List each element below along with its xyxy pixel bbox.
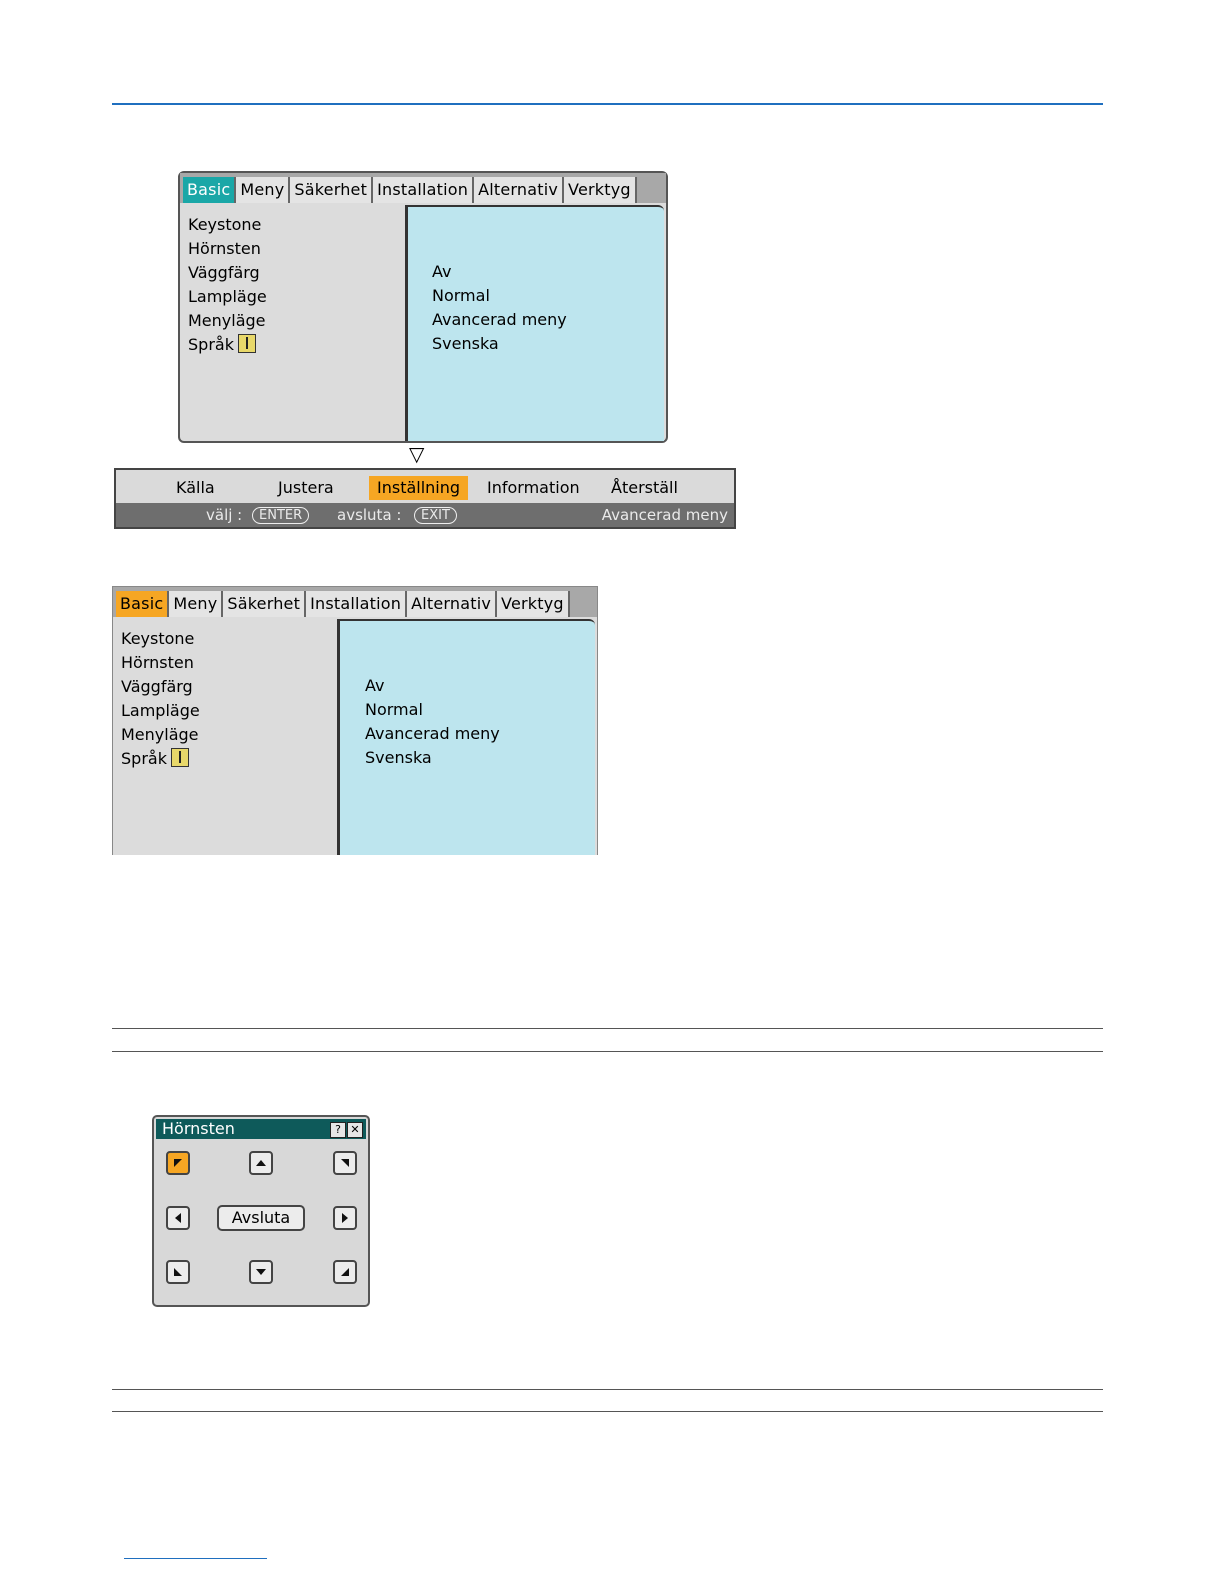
menu-item-vaggfarg[interactable]: Väggfärg [121,677,193,696]
menu-mode-label: Avancerad meny [601,506,728,524]
settings-menu-panel-selected [112,586,598,855]
tab-verktyg[interactable]: Verktyg [564,177,637,203]
tab-basic[interactable]: Basic [183,177,236,203]
tab-basic[interactable]: Basic [116,591,169,617]
section-rule [112,1389,1103,1390]
tab-sakerhet[interactable]: Säkerhet [223,591,306,617]
section-rule [112,1051,1103,1052]
arrow-top-right-icon [339,1157,351,1169]
main-menu-bar [114,468,736,529]
menu-values [365,674,500,770]
menu-tab-bar [113,587,597,617]
settings-menu-panel [178,171,668,443]
tab-sakerhet[interactable]: Säkerhet [290,177,373,203]
value-vaggfarg[interactable]: Av [432,262,452,281]
value-sprak[interactable]: Svenska [365,748,432,767]
arrow-up-icon [255,1157,267,1169]
menu-item-hornsten[interactable]: Hörnsten [188,239,261,258]
value-menylage[interactable]: Avancerad meny [365,724,500,743]
menu-item-menylage[interactable]: Menyläge [188,311,266,330]
menu-tab-bar [180,173,666,203]
top-rule [112,103,1103,105]
menu-labels [121,627,200,771]
menu-information[interactable]: Information [487,478,580,497]
tab-installation[interactable]: Installation [373,177,474,203]
exit-key-badge: EXIT [414,507,457,524]
corner-bottom-right-button[interactable] [333,1260,357,1284]
value-menylage[interactable]: Avancerad meny [432,310,567,329]
section-rule [112,1411,1103,1412]
value-lamplage[interactable]: Normal [365,700,423,719]
value-vaggfarg[interactable]: Av [365,676,385,695]
value-lamplage[interactable]: Normal [432,286,490,305]
corner-top-left-button[interactable] [166,1151,190,1175]
tab-verktyg[interactable]: Verktyg [497,591,570,617]
hint-select-label: välj : [206,506,243,524]
menu-hint-bar [116,503,734,527]
menu-installning[interactable]: Inställning [369,476,468,500]
footnote-rule [124,1558,267,1559]
menu-item-sprak-label: Språk [121,749,167,768]
arrow-up-button[interactable] [249,1151,273,1175]
menu-aterstall[interactable]: Återställ [611,478,678,497]
arrow-top-left-icon [172,1157,184,1169]
arrow-left-icon [172,1212,184,1224]
menu-kalla[interactable]: Källa [176,478,215,497]
tab-alternativ[interactable]: Alternativ [407,591,497,617]
close-icon[interactable]: ✕ [347,1122,363,1138]
arrow-down-button[interactable] [249,1260,273,1284]
arrow-left-button[interactable] [166,1206,190,1230]
menu-item-sprak-label: Språk [188,335,234,354]
corner-top-right-button[interactable] [333,1151,357,1175]
language-icon [171,748,189,767]
enter-key-badge: ENTER [252,507,309,524]
keystone-dialog [152,1115,370,1307]
menu-item-keystone[interactable]: Keystone [188,215,262,234]
tab-installation[interactable]: Installation [306,591,407,617]
arrow-bottom-right-icon [339,1266,351,1278]
arrow-right-button[interactable] [333,1206,357,1230]
menu-values [432,260,567,356]
tab-alternativ[interactable]: Alternativ [474,177,564,203]
language-icon [238,334,256,353]
value-sprak[interactable]: Svenska [432,334,499,353]
arrow-right-icon [339,1212,351,1224]
menu-item-sprak[interactable] [121,747,200,771]
hint-exit-label: avsluta : [337,506,402,524]
menu-item-vaggfarg[interactable]: Väggfärg [188,263,260,282]
menu-justera[interactable]: Justera [278,478,334,497]
menu-item-hornsten[interactable]: Hörnsten [121,653,194,672]
menu-labels [188,213,267,357]
menu-item-lamplage[interactable]: Lampläge [188,287,267,306]
corner-bottom-left-button[interactable] [166,1260,190,1284]
menu-item-menylage[interactable]: Menyläge [121,725,199,744]
tab-meny[interactable]: Meny [236,177,290,203]
dialog-title-bar [156,1119,366,1139]
menu-item-lamplage[interactable]: Lampläge [121,701,200,720]
section-rule [112,1028,1103,1029]
exit-button[interactable]: Avsluta [217,1205,305,1231]
arrow-down-icon [255,1266,267,1278]
down-arrow-icon: ▽ [409,442,425,466]
tab-meny[interactable]: Meny [169,591,223,617]
menu-item-keystone[interactable]: Keystone [121,629,195,648]
menu-item-sprak[interactable] [188,333,267,357]
dialog-title: Hörnsten [162,1119,235,1138]
help-icon[interactable]: ? [330,1122,346,1138]
arrow-bottom-left-icon [172,1266,184,1278]
